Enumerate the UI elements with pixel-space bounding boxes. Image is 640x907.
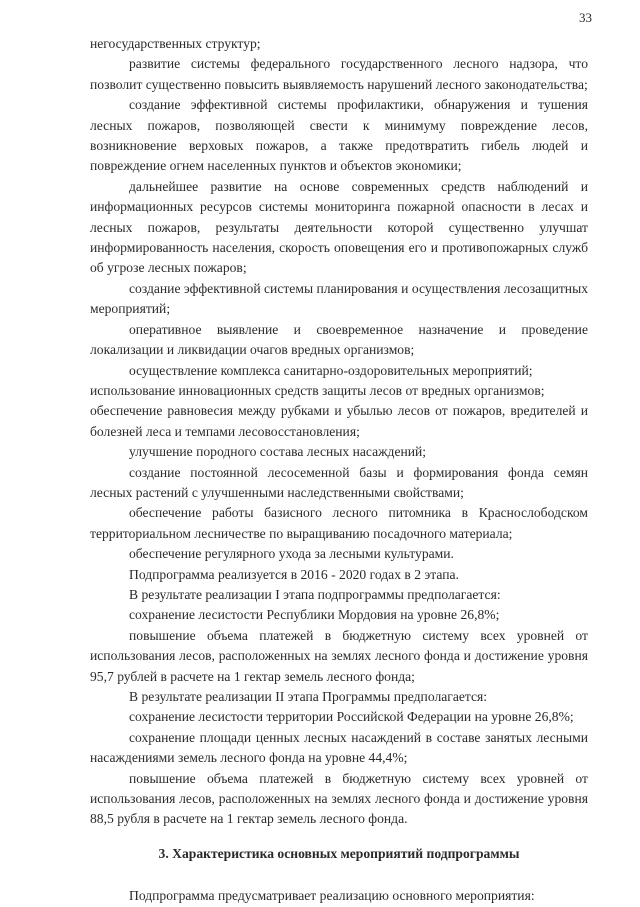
paragraph: создание эффективной системы планирования и осуществления лесозащитных мероприятий;: [90, 280, 588, 317]
paragraph: обеспечение регулярного ухода за лесными культурами.: [129, 546, 454, 562]
paragraph: дальнейшее развитие на основе современных средств наблюдений и информационных ресурсов системы мониторинга пожарной опасности в лесах и лесных пожаров, результаты деятельности которой существенно улучшат информированность населения, скорость оповещения его и противопожарных служб об угрозе лесных пожаров;: [90, 178, 588, 276]
paragraph: В результате реализации I этапа подпрограммы предполагается:: [129, 586, 501, 602]
paragraph: повышение объема платежей в бюджетную систему всех уровней от использования лесов, расположенных на землях лесного фонда и достижение уровня 88,5 рубля в расчете на 1 гектар земель лесного фонда.: [90, 770, 588, 827]
paragraph: Подпрограмма реализуется в 2016 - 2020 годах в 2 этапа.: [129, 566, 459, 582]
paragraph: В результате реализации II этапа Программы предполагается:: [129, 689, 488, 704]
paragraph: сохранение лесистости территории Российской Федерации на уровне 26,8%;: [129, 709, 574, 725]
closing-paragraph: Подпрограмма предусматривает реализацию основного мероприятия:: [129, 888, 535, 904]
paragraph: создание эффективной системы профилактики, обнаружения и тушения лесных пожаров, позволяющей свести к минимуму повреждение лесов, возникновение верховых пожаров, а также предотвратить гибель людей и повреждение огнем населенных пунктов и объектов экономики;: [90, 97, 588, 174]
paragraph: повышение объема платежей в бюджетную систему всех уровней от использования лесов, расположенных на землях лесного фонда и достижение уровня 95,7 рублей в расчете на 1 гектар земель лесного фонда;: [90, 627, 588, 684]
paragraph: использование инновационных средств защиты лесов от вредных организмов;: [90, 382, 545, 398]
paragraph: создание постоянной лесосеменной базы и формирования фонда семян лесных растений с улучшенными наследственными свойствами;: [90, 464, 588, 500]
paragraph: сохранение лесистости Республики Мордовия на уровне 26,8%;: [129, 607, 500, 623]
paragraph: обеспечение равновесия между рубками и убылью лесов от пожаров, вредителей и болезней леса и темпами лесовосстановления;: [90, 403, 588, 439]
paragraph: осуществление комплекса санитарно-оздоровительных мероприятий;: [129, 362, 533, 378]
paragraph: развитие системы федерального государственного лесного надзора, что позволит существенно повысить выявляемость нарушений лесного законодательства;: [90, 56, 588, 92]
paragraph: сохранение площади ценных лесных насаждений в составе занятых лесными насаждениями земель лесного фонда на уровне 44,4%;: [90, 729, 588, 766]
paragraph: улучшение породного состава лесных насаждений;: [129, 444, 427, 460]
section-heading: 3. Характеристика основных мероприятий подпрограммы: [158, 845, 520, 861]
document-body: [90, 34, 588, 907]
page-number: 33: [579, 10, 592, 25]
paragraph: негосударственных структур;: [90, 36, 261, 51]
paragraph: оперативное выявление и своевременное назначение и проведение локализации и ликвидации очагов вредных организмов;: [90, 321, 588, 358]
paragraph: обеспечение работы базисного лесного питомника в Краснослободском территориальном лесничестве по выращиванию посадочного материала;: [90, 505, 588, 541]
